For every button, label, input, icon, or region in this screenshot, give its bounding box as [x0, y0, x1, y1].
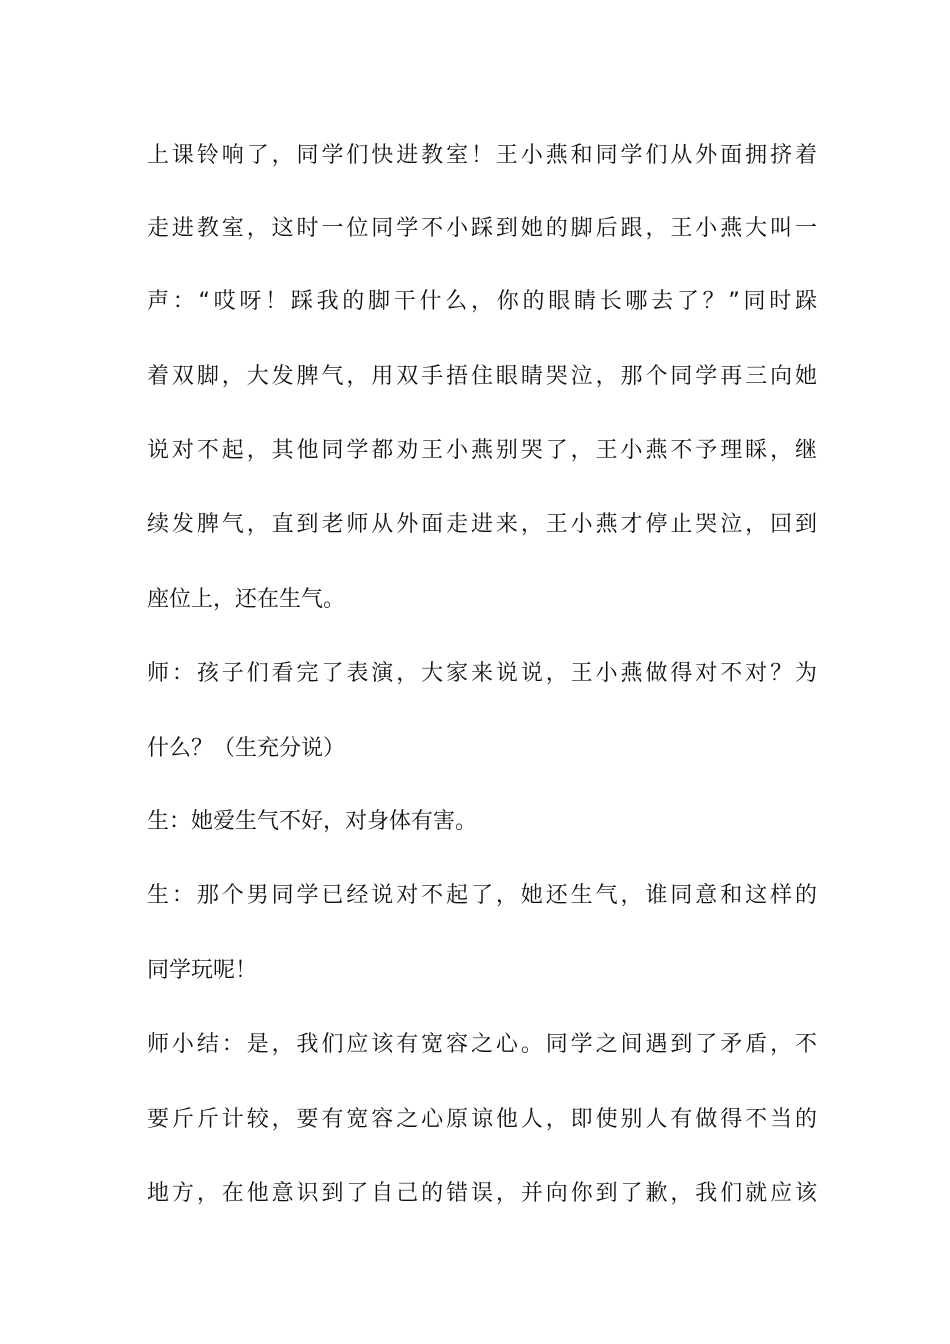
text-line: 什么？（生充分说）: [147, 736, 346, 761]
text-line: 上课铃响了，同学们快进教室！王小燕和同学们从外面拥挤着: [147, 143, 817, 168]
text-line: 同学玩呢！: [147, 958, 258, 983]
text-line: 要斤斤计较，要有宽容之心原谅他人，即使别人有做得不当的: [147, 1107, 817, 1132]
text-line: 说对不起，其他同学都劝王小燕别哭了，王小燕不予理睬，继: [147, 438, 817, 463]
text-line: 声：“哎呀！踩我的脚干什么，你的眼睛长哪去了？”同时跺: [147, 289, 817, 314]
text-line: 生：那个男同学已经说对不起了，她还生气，谁同意和这样的: [147, 883, 817, 908]
text-line: 地方，在他意识到了自己的错误，并向你到了歉，我们就应该: [147, 1181, 817, 1206]
text-line: 走进教室，这时一位同学不小踩到她的脚后跟，王小燕大叫一: [147, 216, 817, 241]
text-line: 座位上，还在生气。: [147, 587, 346, 612]
text-line: 续发脾气，直到老师从外面走进来，王小燕才停止哭泣，回到: [147, 512, 817, 537]
text-line: 师：孩子们看完了表演，大家来说说，王小燕做得对不对？为: [147, 661, 817, 686]
text-line: 师小结：是，我们应该有宽容之心。同学之间遇到了矛盾，不: [147, 1032, 817, 1057]
text-line: 着双脚，大发脾气，用双手捂住眼睛哭泣，那个同学再三向她: [147, 364, 817, 389]
text-line: 生：她爱生气不好，对身体有害。: [147, 809, 478, 834]
